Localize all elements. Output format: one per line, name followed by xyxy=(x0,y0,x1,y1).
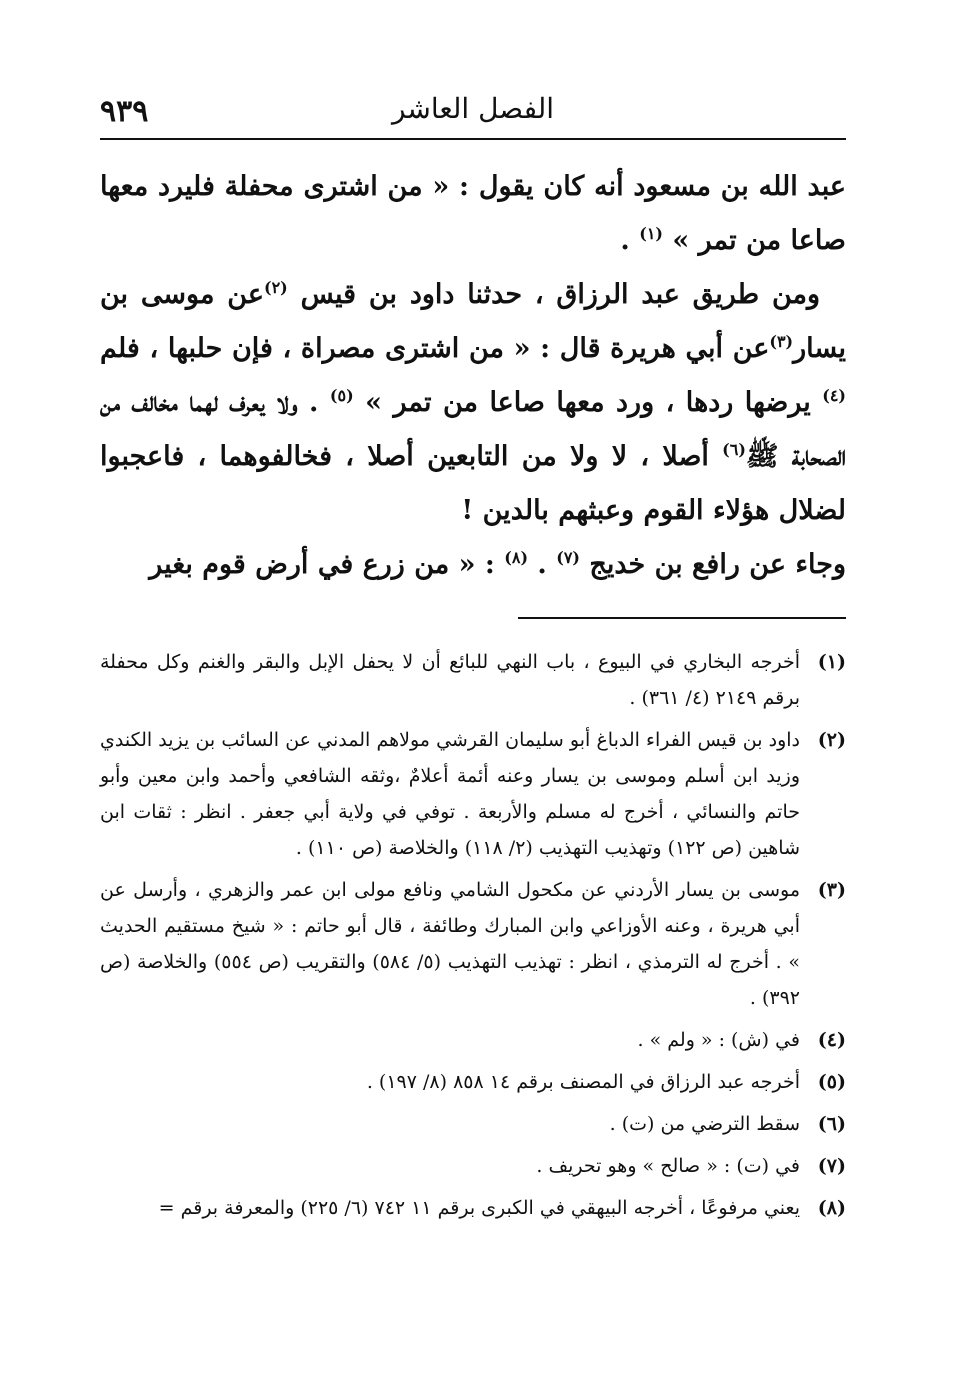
paragraph-2-part-d: يرضها ردها ، ورد معها صاعا من تمر » xyxy=(353,387,823,418)
footnote-number: (٣) xyxy=(817,879,846,901)
paragraph-2-part-a: ومن طريق عبد الرزاق ، حدثنا داود بن قيس xyxy=(287,279,821,310)
footnote-ref-1[interactable]: (١) xyxy=(639,224,663,243)
paragraph-1-end: . xyxy=(620,225,640,256)
footnote-number: (٨) xyxy=(817,1197,846,1219)
paragraph-3-part-b: . xyxy=(528,549,557,580)
paragraph-3-part-c: : « من زرع في أرض قوم بغير xyxy=(149,549,505,580)
footnote-6 xyxy=(100,1106,846,1142)
footnote-ref-7[interactable]: (٧) xyxy=(556,548,580,567)
footnote-text: موسى بن يسار الأردني عن مكحول الشامي ونافع مولى ابن عمر والزهري ، وأرسل عن أبي هريرة ، وعنه الأوزاعي وابن المبارك وطائفة ، قال أبو حاتم : « شيخ مستقيم الحديث » . أخرج له الترمذي ، انظر : تهذيب التهذيب (٥/ ٥٨٤) والتقريب (ص ٥٥٤) والخلاصة (ص ٣٩٢) . xyxy=(100,879,800,1009)
paragraph-3 xyxy=(100,538,846,592)
paragraph-2-part-e: . ولا يعرف لهما مخالف من الصحابة ﷺ xyxy=(100,387,846,472)
page-header xyxy=(100,86,846,146)
footnote-text: سقط الترضي من (ت) . xyxy=(609,1113,800,1135)
footnote-3 xyxy=(100,872,846,1016)
footnote-ref-2[interactable]: (٢) xyxy=(263,278,288,297)
paragraph-2 xyxy=(100,268,846,538)
footnote-text: يعني مرفوعًا ، أخرجه البيهقي في الكبرى برقم ١١ ٧٤٢ (٦/ ٢٢٥) والمعرفة برقم = xyxy=(158,1197,800,1219)
footnote-text: في (ت) : « صالح » وهو تحريف . xyxy=(536,1155,800,1177)
footnote-text: أخرجه البخاري في البيوع ، باب النهي للبائع أن لا يحفل الإبل والبقر والغنم وكل محفلة برقم ٢١٤٩ (٤/ ٣٦١) . xyxy=(100,651,800,709)
footnote-2 xyxy=(100,722,846,866)
footnote-text: في (ش) : « ولم » . xyxy=(637,1029,800,1051)
paragraph-2-part-c: عن أبي هريرة قال : « من اشترى مصراة ، فإن حلبها ، فلم xyxy=(100,333,770,364)
footnote-ref-6[interactable]: (٦) xyxy=(722,440,746,459)
footnotes xyxy=(100,644,846,1232)
paragraph-1-text: عبد الله بن مسعود أنه كان يقول : « من اشترى محفلة فليرد معها صاعا من تمر » xyxy=(100,171,846,256)
footnote-ref-3[interactable]: (٣) xyxy=(769,332,794,351)
footnote-1 xyxy=(100,644,846,716)
footnote-text: أخرجه عبد الرزاق في المصنف برقم ١٤ ٨٥٨ (٨/ ١٩٧) . xyxy=(366,1071,800,1093)
footnote-number: (١) xyxy=(817,651,846,673)
footnote-ref-5[interactable]: (٥) xyxy=(329,386,354,405)
paragraph-2-part-f: أصلا ، لا ولا من التابعين أصلا ، فخالفوهما ، فاعجبوا لضلال هؤلاء القوم وعبثهم بالدين ! xyxy=(100,441,846,526)
footnote-ref-4[interactable]: (٤) xyxy=(822,386,846,405)
footnote-divider xyxy=(518,617,846,619)
header-divider xyxy=(100,138,846,140)
page-number: ٩٣٩ xyxy=(100,94,149,129)
footnote-number: (٧) xyxy=(817,1155,846,1177)
chapter-title: الفصل العاشر xyxy=(391,92,555,125)
footnote-text: داود بن قيس الفراء الدباغ أبو سليمان القرشي مولاهم المدني عن السائب بن يزيد الكندي وزيد ابن أسلم وموسى بن يسار وعنه أئمة أعلامٌ ،وثقه الشافعي وأحمد وابن معين وأبو حاتم والنسائي ، أخرج له مسلم والأربعة . توفي في ولاية أبي جعفر . انظر : ثقات ابن شاهين (ص ١٢٢) وتهذيب التهذيب (٢/ ١١٨) والخلاصة (ص ١١٠) . xyxy=(100,729,800,859)
paragraph-2-part-b: عن موسى بن يسار xyxy=(100,279,846,364)
paragraph-3-part-a: وجاء عن رافع بن خديج xyxy=(579,549,846,580)
footnote-4 xyxy=(100,1022,846,1058)
footnote-number: (٤) xyxy=(817,1029,846,1051)
footnote-5 xyxy=(100,1064,846,1100)
footnote-8 xyxy=(100,1190,846,1226)
paragraph-1 xyxy=(100,160,846,268)
footnote-number: (٢) xyxy=(817,729,846,751)
footnote-number: (٦) xyxy=(817,1113,846,1135)
footnote-ref-8[interactable]: (٨) xyxy=(504,548,529,567)
footnote-number: (٥) xyxy=(817,1071,846,1093)
main-text xyxy=(100,160,846,592)
footnote-7 xyxy=(100,1148,846,1184)
